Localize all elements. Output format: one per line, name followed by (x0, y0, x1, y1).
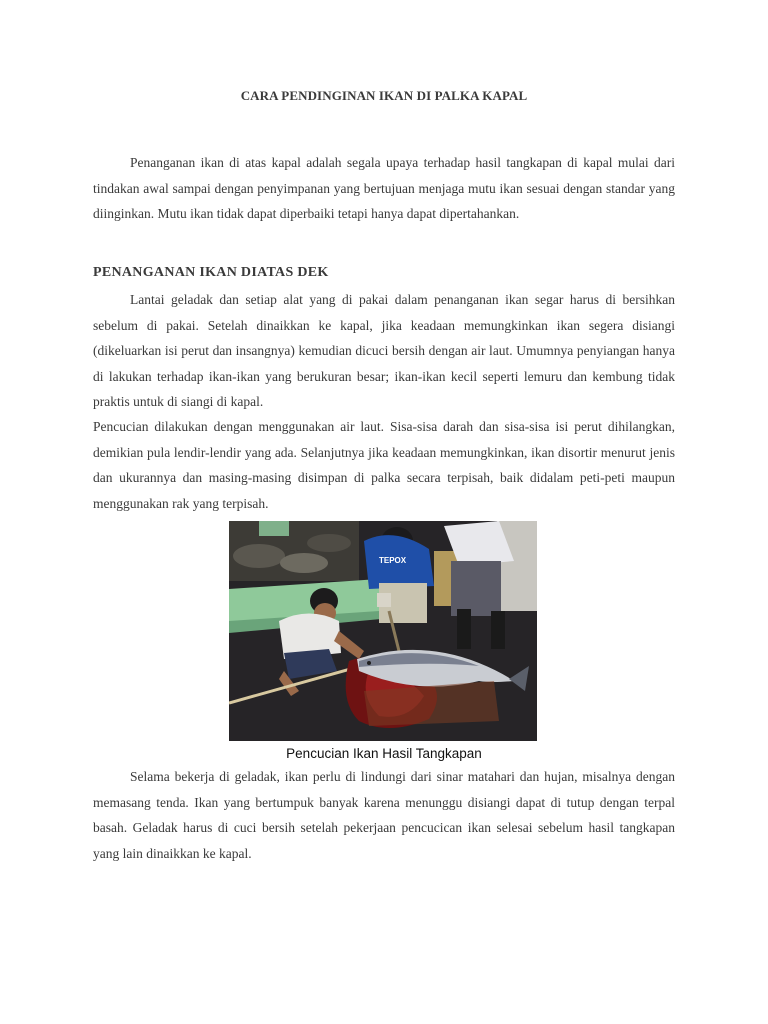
document-title: CARA PENDINGINAN IKAN DI PALKA KAPAL (240, 88, 528, 103)
paragraph-deck-cleaning: Lantai geladak dan setiap alat yang di pakai dalam penanganan ikan segar harus di bersihkan sebelum di pakai. Setelah dinaikkan ke kapal, jika keadaan memungkinkan ikan segera disiangi (dikeluarkan isi perut dan insangnya) kemudian dicuci bersih dengan air laut. Umumnya penyiangan hanya di lakukan terhadap ikan-ikan yang berukuran besar; ikan-ikan kecil seperti lemuru dan kembung tidak praktis untuk di siangi di kapal. (93, 292, 675, 409)
section-heading: PENANGANAN IKAN DIATAS DEK (93, 265, 329, 280)
fish-cleaning-photo (229, 521, 537, 741)
intro-paragraph: Penanganan ikan di atas kapal adalah segala upaya terhadap hasil tangkapan di kapal mulai dari tindakan awal sampai dengan penyimpanan yang bertujuan menjaga mutu ikan sesuai dengan standar yang diinginkan. Mutu ikan tidak dapat diperbaiki tetapi hanya dapat dipertahankan. (93, 155, 675, 221)
figure-caption: Pencucian Ikan Hasil Tangkapan (286, 746, 482, 761)
paragraph-protection: Selama bekerja di geladak, ikan perlu di lindungi dari sinar matahari dan hujan, misalnya dengan memasang tenda. Ikan yang bertumpuk banyak karena menunggu disiangi dapat di tutup dengan terpal basah. Geladak harus di cuci bersih setelah pekerjaan pencucican ikan selesai sebelum hasil tangkapan yang lain dinaikkan ke kapal. (93, 769, 675, 861)
svg-text:TEPOX: TEPOX (379, 556, 407, 565)
paragraph-washing: Pencucian dilakukan dengan menggunakan air laut. Sisa-sisa darah dan sisa-sisa isi perut dihilangkan, demikian pula lendir-lendir yang ada. Selanjutnya jika keadaan memungkinkan, ikan disortir menurut jenis dan ukurannya dan masing-masing disimpan di palka secara terpisah, baik didalam peti-peti maupun menggunakan rak yang terpisah. (93, 419, 675, 511)
